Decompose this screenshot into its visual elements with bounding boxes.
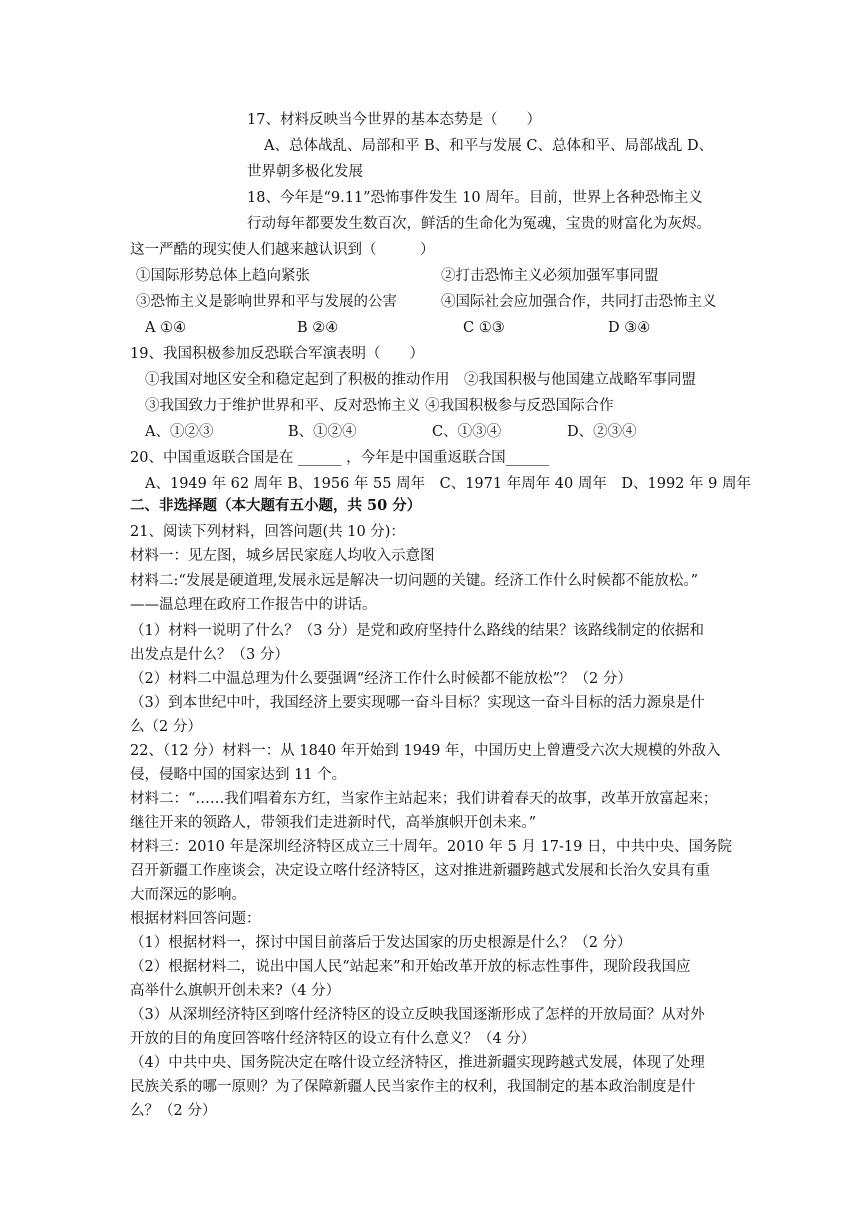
q19-items-1-2: ①我国对地区安全和稳定起到了积极的推动作用 ②我国积极与他国建立战略军事同盟 (145, 372, 696, 388)
q21-sub-1: （1）材料一说明了什么？（3 分）是党和政府坚持什么路线的结果？该路线制定的依据和 (130, 623, 705, 639)
q22-instruction: 根据材料回答问题： (130, 911, 261, 927)
q22-material-1-cont: 侵，侵略中国的国家达到 11 个。 (130, 767, 347, 783)
q22-material-2: 材料二：“……我们唱着东方红，当家作主站起来；我们讲着春天的故事，改革开放富起来； (130, 791, 718, 807)
q17-stem: 17、材料反映当今世界的基本态势是（ ） (247, 112, 541, 128)
q22-material-3: 材料三：2010 年是深圳经济特区成立三十周年。2010 年 5 月 17-19 日，中共中央、国务院 (130, 839, 732, 855)
q22-sub-3-cont: 开放的目的角度回答喀什经济特区的设立有什么意义？（4 分） (130, 1031, 536, 1047)
q19-option-a: A、①②③ (145, 424, 214, 440)
q19-option-c: C、①③④ (432, 424, 502, 440)
q18-option-a: A ①④ (145, 320, 187, 336)
q18-option-c: C ①③ (463, 320, 505, 336)
q18-stem-cont: 行动每年都要发生数百次，鲜活的生命化为冤魂，宝贵的财富化为灰烬。 (247, 216, 711, 232)
q21-material-2-source: ——温总理在政府工作报告中的讲话。 (130, 597, 377, 613)
q22-material-1: 22、（12 分）材料一：从 1840 年开始到 1949 年，中国历史上曾遭受六次大规模的外敌入 (130, 743, 721, 759)
q18-option-d: D ③④ (608, 320, 651, 336)
q21-material-1: 材料一：见左图，城乡居民家庭人均收入示意图 (130, 548, 435, 564)
section-2-heading: 二、非选择题（本大题有五小题，共 50 分） (130, 497, 422, 514)
q19-option-b: B、①②④ (288, 424, 357, 440)
q22-sub-4-cont: 民族关系的哪一原则？为了保障新疆人民当家作主的权利，我国制定的基本政治制度是什 (130, 1079, 696, 1095)
q22-sub-2: （2）根据材料二，说出中国人民“站起来”和开始改革开放的标志性事件，现阶段我国应 (130, 959, 691, 975)
q21-sub-1-cont: 出发点是什么？（3 分） (130, 647, 289, 663)
q18-option-b: B ②④ (297, 320, 339, 336)
q22-sub-1: （1）根据材料一，探讨中国目前落后于发达国家的历史根源是什么？（2 分） (130, 935, 632, 951)
q21-sub-3-cont: 么（2 分） (130, 719, 202, 735)
q19-stem: 19、我国积极参加反恐联合军演表明（ ） (130, 346, 424, 362)
q20-stem: 20、中国重返联合国是在 ______ ，今年是中国重返联合国______ (130, 450, 550, 466)
q17-options-cont: 世界朝多极化发展 (247, 164, 363, 180)
q20-options: A、1949 年 62 周年 B、1956 年 55 周年 C、1971 年周年 40 周年 D、1992 年 9 周年 (145, 476, 751, 492)
q18-stem-cont2: 这一严酷的现实使人们越来越认识到（ ） (130, 242, 435, 258)
q22-sub-4: （4）中共中央、国务院决定在喀什设立经济特区，推进新疆实现跨越式发展，体现了处理 (130, 1055, 705, 1071)
q22-material-3-cont: 召开新疆工作座谈会，决定设立喀什经济特区，这对推进新疆跨越式发展和长治久安具有重 (130, 863, 710, 879)
q18-item-4: ④国际社会应加强合作，共同打击恐怖主义 (441, 294, 717, 310)
q18-stem: 18、今年是“9.11”恐怖事件发生 10 周年。目前，世界上各种恐怖主义 (247, 190, 703, 206)
q21-stem: 21、阅读下列材料，回答问题(共 10 分)： (130, 524, 405, 540)
q18-item-2: ②打击恐怖主义必须加强军事同盟 (441, 268, 659, 284)
q19-option-d: D、②③④ (567, 424, 637, 440)
q19-items-3-4: ③我国致力于维护世界和平、反对恐怖主义 ④我国积极参与反恐国际合作 (145, 398, 614, 414)
q18-item-1: ①国际形势总体上趋向紧张 (136, 268, 310, 284)
q17-options: A、总体战乱、局部和平 B、和平与发展 C、总体和平、局部战乱 D、 (264, 138, 714, 154)
q21-sub-2: （2）材料二中温总理为什么要强调“经济工作什么时候都不能放松”？（2 分） (130, 671, 632, 687)
q22-sub-4-cont2: 么？（2 分） (130, 1103, 217, 1119)
q18-item-3: ③恐怖主义是影响世界和平与发展的公害 (136, 294, 397, 310)
q22-material-3-cont2: 大而深远的影响。 (130, 887, 246, 903)
q22-material-2-cont: 继往开来的领路人，带领我们走进新时代，高举旗帜开创未来。” (130, 815, 537, 831)
q21-material-2: 材料二:“发展是硬道理,发展永远是解决一切问题的关键。经济工作什么时候都不能放松。” (130, 573, 699, 589)
q22-sub-2-cont: 高举什么旗帜开创未来?（4 分） (130, 983, 341, 999)
q21-sub-3: （3）到本世纪中叶，我国经济上要实现哪一奋斗目标？实现这一奋斗目标的活力源泉是什 (130, 695, 705, 711)
q22-sub-3: （3）从深圳经济特区到喀什经济特区的设立反映我国逐渐形成了怎样的开放局面？从对外 (130, 1007, 705, 1023)
